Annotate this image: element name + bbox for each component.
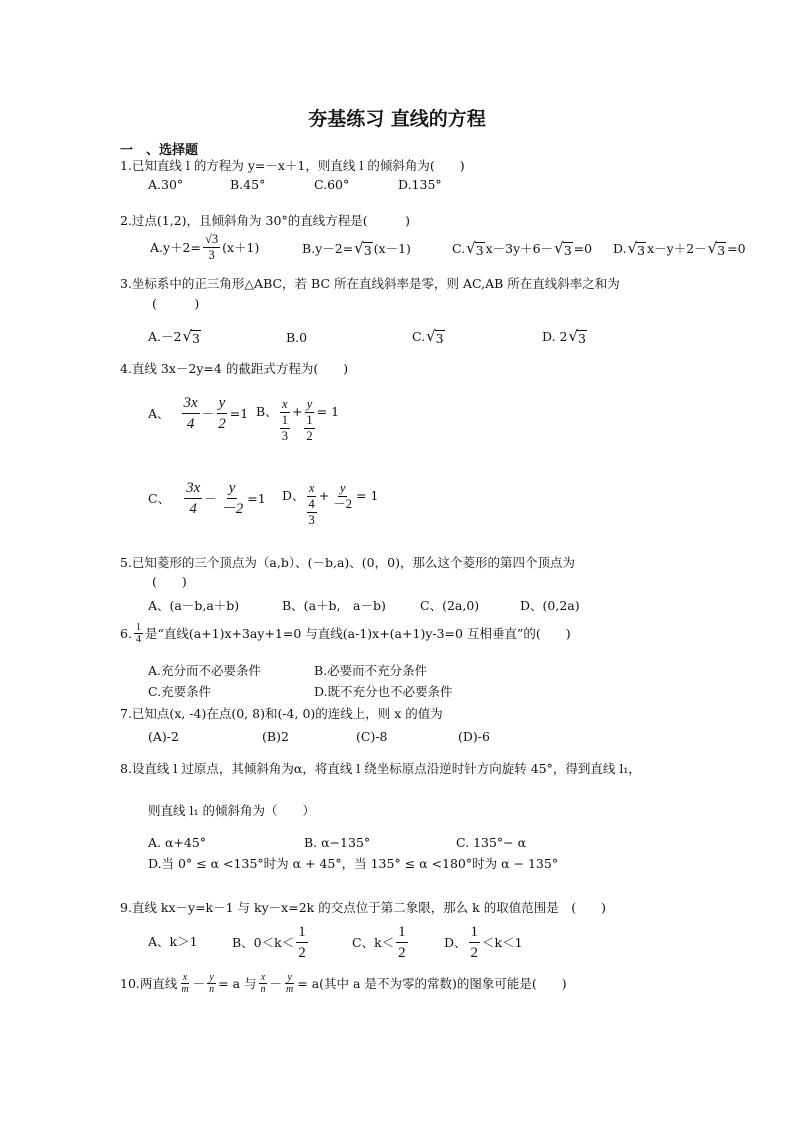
q4-a-frac1: $\frac{3x}{4}$ [183, 395, 198, 432]
q3-a-sqrt: √ 3 [182, 327, 200, 346]
q2-b-suffix: (x－1) [373, 241, 411, 256]
q4-a-frac2: $\frac{y}{2}$ [218, 395, 226, 432]
q3-c-prefix: C. [412, 329, 426, 344]
q9-d-suffix: ＜k＜1 [482, 934, 523, 950]
q1-option-d: D.135° [398, 177, 442, 192]
q3-option-a [148, 328, 202, 346]
q4-a-op: － [201, 405, 215, 421]
q4-a-label: A、 [148, 405, 170, 421]
q2-d-prefix: D. [613, 241, 627, 256]
q10-frac1: $\frac{x}{m}$ [181, 972, 189, 995]
q6-fraction: $\frac{1}{4}$ [135, 622, 141, 645]
q4-stem: 4.直线 3x－2y=4 的截距式方程为( ) [120, 361, 349, 376]
q9-option-d [444, 922, 523, 963]
q6-number: 6. [120, 625, 132, 641]
q10-frac2: $\frac{y}{n}$ [209, 972, 215, 995]
q6-stem [120, 622, 571, 645]
q10-eq1: = a 与 [218, 975, 257, 991]
q4-b-op: + [291, 404, 303, 419]
q1-option-c: C.60° [314, 177, 350, 192]
q2-a-numerator: √3 [205, 232, 219, 246]
q9-stem: 9.直线 kx－y=k－1 与 ky－x=2k 的交点位于第二象限，那么 k 的取值范围是 ( ) [120, 900, 606, 915]
q2-d-sqrt1: √ 3 [627, 239, 646, 258]
q4-d-frac1: x 4 3 [308, 481, 315, 527]
q3-option-b: B.0 [286, 330, 308, 345]
q3-option-d [542, 328, 588, 346]
q5-paren: ( ) [152, 574, 187, 589]
q4-c-frac2: $\frac{y}{-2}$ [220, 480, 244, 517]
q2-b-prefix: B.y－2= [302, 241, 354, 256]
q2-a-prefix: A.y＋2= [150, 239, 201, 255]
q6-option-b: B.必要而不充分条件 [314, 663, 428, 678]
q2-a-fraction [203, 232, 220, 263]
section-heading: 一 、选择题 [120, 143, 199, 158]
q7-option-a: (A)-2 [148, 729, 179, 744]
q7-option-b: (B)2 [262, 729, 289, 744]
q8-option-c: C. 135°− α [456, 835, 527, 850]
q10-frac3: $\frac{x}{n}$ [260, 972, 266, 995]
q3-d-sqrt: √ 3 [568, 327, 586, 346]
q2-d-suffix: =0 [727, 241, 746, 256]
q2-c-prefix: C. [452, 241, 466, 256]
q4-option-c [148, 478, 266, 519]
q7-option-c: (C)-8 [356, 729, 388, 744]
q6-option-a: A.充分而不必要条件 [148, 663, 262, 678]
q9-d-fraction: $\frac{1}{2}$ [470, 924, 479, 961]
q4-c-eq: =1 [247, 490, 266, 506]
q1-option-a: A.30° [148, 177, 184, 192]
q9-b-prefix: B、0＜k＜ [232, 934, 295, 950]
q4-option-b [256, 397, 339, 444]
q4-b-frac1: x 1 3 [281, 397, 288, 443]
q10-eq2: = a [297, 975, 320, 991]
q7-stem: 7.已知点(x, -4)在点(0, 8)和(-4, 0)的连线上，则 x 的值为 [120, 706, 443, 721]
q2-stem: 2.过点(1,2)，且倾斜角为 30°的直线方程是( ) [120, 213, 410, 228]
q3-paren: ( ) [152, 296, 200, 311]
q3-option-c [412, 328, 446, 346]
q2-a-denominator: 3 [208, 248, 215, 262]
q9-option-c [352, 922, 410, 963]
q5-option-a: A、(a－b,a＋b) [148, 598, 240, 613]
q4-c-op: － [204, 490, 217, 506]
q4-c-frac1: $\frac{3x}{4}$ [186, 480, 201, 517]
q10-op1: － [192, 975, 206, 991]
q2-b-sqrt: √ 3 [354, 239, 372, 258]
q3-stem: 3.坐标系中的正三角形△ABC，若 BC 所在直线斜率是零，则 AC,AB 所在直线斜率之和为 [120, 276, 620, 291]
q6-option-d: D.既不充分也不必要条件 [314, 684, 453, 699]
q9-c-fraction: $\frac{1}{2}$ [398, 924, 406, 961]
q7-option-d: (D)-6 [458, 729, 490, 744]
q10-number: 10.两直线 [120, 975, 178, 991]
q5-option-b: B、(a＋b, a－b) [282, 598, 386, 613]
q5-stem: 5.已知菱形的三个顶点为（a,b）、(－b,a)、(0，0)，那么这个菱形的第四个顶点为 [120, 555, 575, 570]
q2-option-a [150, 232, 259, 263]
q2-option-c [452, 240, 592, 258]
page-title: 夯基练习 直线的方程 [308, 108, 486, 130]
q9-c-prefix: C、k＜ [352, 934, 395, 950]
q2-a-suffix: (x＋1) [222, 239, 260, 255]
q10-frac4: $\frac{y}{m}$ [286, 972, 294, 995]
q4-b-label: B、 [256, 404, 278, 419]
q4-d-label: D、 [282, 488, 305, 503]
q10-op2: － [269, 975, 283, 991]
q2-c-mid: x－3y＋6－ [485, 241, 554, 256]
q10-stem [120, 972, 567, 995]
q9-option-a: A、k＞1 [148, 934, 198, 949]
q5-option-c: C、(2a,0) [420, 598, 480, 613]
q10-text: (其中 a 是不为零的常数)的图象可能是( ) [319, 975, 567, 991]
q4-b-frac2: y 1 2 [306, 397, 313, 443]
q2-c-sqrt1: √ 3 [466, 239, 484, 258]
q2-option-b [302, 240, 411, 258]
q4-b-eq: = 1 [316, 404, 340, 419]
q8-option-d: D.当 0° ≤ α <135°时为 α + 45°，当 135° ≤ α <180°时为 α − 135° [148, 856, 559, 871]
q1-option-b: B.45° [230, 177, 266, 192]
q2-c-suffix: =0 [573, 241, 593, 256]
q1-stem: 1.已知直线 l 的方程为 y=－x＋1，则直线 l 的倾斜角为( ) [120, 158, 465, 173]
q4-d-op: + [318, 488, 330, 503]
q8-line2: 则直线 l₁ 的倾斜角为（ ） [148, 803, 315, 818]
q8-stem: 8.设直线 l 过原点，其倾斜角为α，将直线 l 绕坐标原点沿逆时针方向旋转 45°，得到直线 l₁， [120, 761, 641, 776]
q8-option-a: A. α+45° [148, 835, 207, 850]
q2-d-mid: x－y＋2－ [647, 241, 707, 256]
q9-d-prefix: D、 [444, 934, 467, 950]
q3-c-sqrt: √ 3 [426, 327, 444, 346]
q6-text: 是“直线(a+1)x+3ay+1=0 与直线(a-1)x+(a+1)y-3=0 互相垂直”的( ) [144, 625, 571, 641]
q9-option-b [232, 922, 310, 963]
q8-option-b: B. α−135° [304, 835, 371, 850]
q2-c-sqrt2: √ 3 [554, 239, 572, 258]
q4-d-frac2: $\frac{y}{-2}$ [333, 481, 353, 511]
q4-a-eq: =1 [229, 405, 249, 421]
q4-c-label: C、 [148, 490, 171, 506]
q4-option-d [282, 481, 378, 528]
q4-option-a [148, 393, 248, 434]
q2-d-sqrt2: √ 3 [707, 239, 726, 258]
q6-option-c: C.充要条件 [148, 684, 212, 699]
q2-option-d [613, 240, 746, 258]
q4-d-eq: = 1 [356, 488, 379, 503]
q5-option-d: D、(0,2a) [520, 598, 580, 613]
q3-d-prefix: D. 2 [542, 329, 568, 344]
q3-a-prefix: A.－2 [148, 329, 182, 344]
q9-b-fraction: $\frac{1}{2}$ [298, 924, 306, 961]
